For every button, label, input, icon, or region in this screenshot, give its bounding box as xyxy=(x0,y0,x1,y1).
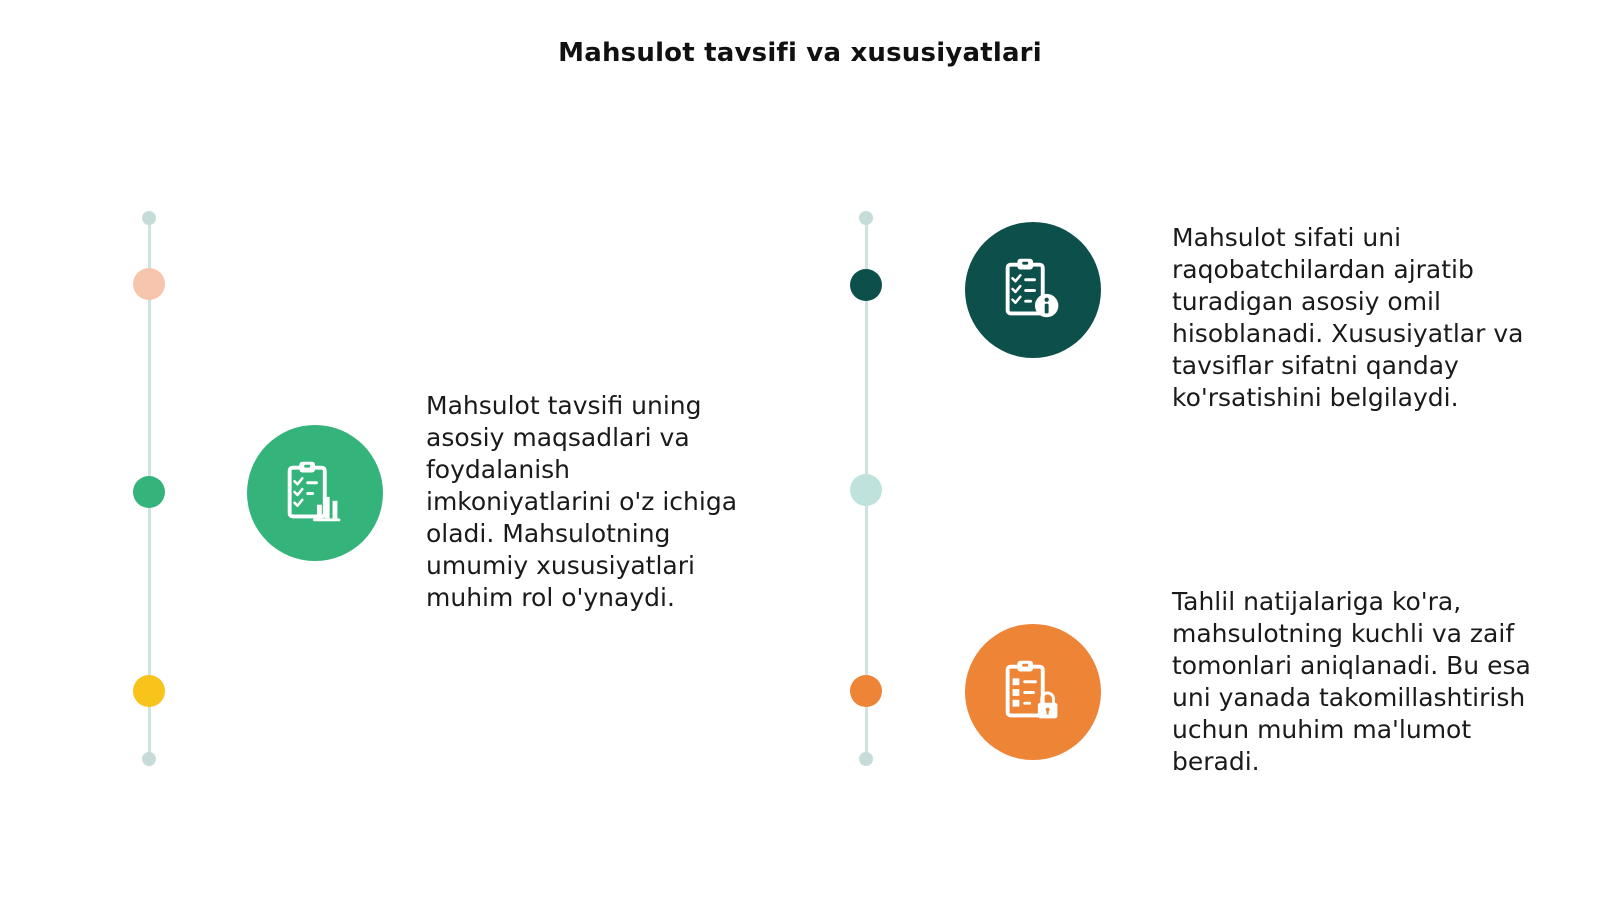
clipboard-lock-icon xyxy=(994,653,1072,731)
timeline-start-dot xyxy=(142,211,156,225)
right-timeline xyxy=(846,210,886,770)
icon-circle-dark-teal xyxy=(965,222,1101,358)
timeline-dot-mint xyxy=(850,474,882,506)
timeline-end-dot xyxy=(142,752,156,766)
timeline-dot-orange xyxy=(850,675,882,707)
item-description-3: Tahlil natijalariga ko'ra, mahsulotning kuchli va zaif tomonlari aniqlanadi. Bu esa uni yanada takomillashtirish uchun muhim ma'lumot beradi. xyxy=(1172,587,1531,776)
timeline-start-dot xyxy=(859,211,873,225)
clipboard-info-icon xyxy=(994,251,1072,329)
page-title: Mahsulot tavsifi va xususiyatlari xyxy=(558,38,1042,68)
timeline-end-dot xyxy=(859,752,873,766)
clipboard-chart-icon xyxy=(276,454,354,532)
timeline-dot-green xyxy=(133,476,165,508)
timeline-dot-peach xyxy=(133,268,165,300)
icon-circle-green xyxy=(247,425,383,561)
icon-circle-orange xyxy=(965,624,1101,760)
item-description-2: Mahsulot sifati uni raqobatchilardan ajratib turadigan asosiy omil hisoblanadi. Xususiyatlar va tavsiflar sifatni qanday ko'rsatishini belgilaydi. xyxy=(1172,223,1524,412)
item-description-1: Mahsulot tavsifi uning asosiy maqsadlari va foydalanish imkoniyatlarini o'z ichiga oladi. Mahsulotning umumiy xususiyatlari muhim rol o'ynaydi. xyxy=(426,391,738,612)
left-timeline xyxy=(129,210,169,770)
timeline-dot-yellow xyxy=(133,675,165,707)
timeline-dot-dark-teal xyxy=(850,269,882,301)
